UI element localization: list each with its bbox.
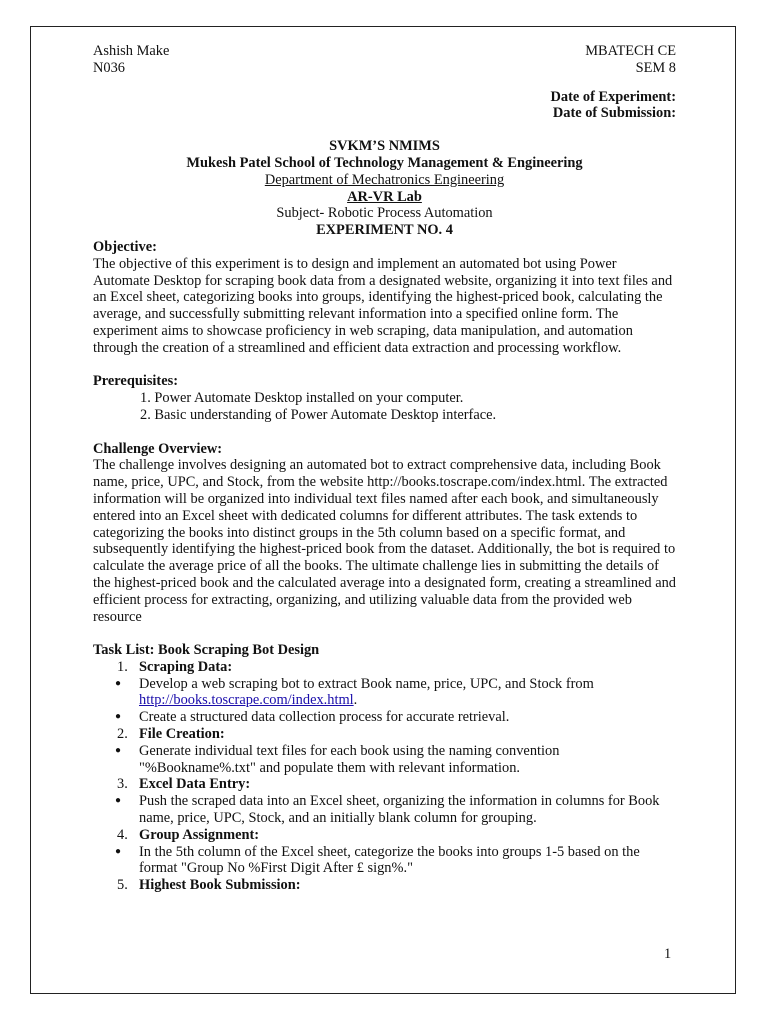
task-title: Highest Book Submission: bbox=[139, 877, 301, 894]
date-of-experiment: Date of Experiment: bbox=[550, 88, 676, 105]
list-item: 2. Basic understanding of Power Automate Desktop interface. bbox=[140, 406, 497, 423]
task-bullets bbox=[93, 844, 676, 878]
roll-number: N036 bbox=[93, 59, 125, 76]
task-number: 3. bbox=[117, 776, 128, 793]
challenge-heading: Challenge Overview: bbox=[93, 440, 223, 457]
task-item bbox=[93, 659, 676, 676]
date-of-submission: Date of Submission: bbox=[552, 105, 676, 122]
list-item: ● Create a structured data collection process for accurate retrieval. bbox=[115, 709, 510, 726]
school-name: Mukesh Patel School of Technology Management & Engineering bbox=[186, 154, 583, 171]
student-name: Ashish Make bbox=[93, 43, 170, 59]
document-body bbox=[93, 43, 676, 894]
bullet-dot-icon: ● bbox=[115, 744, 122, 756]
list-item: ● In the 5th column of the Excel sheet, categorize the books into groups 1-5 based on the format "Group No %First Digit After £ sign%." bbox=[115, 843, 640, 877]
prerequisites-list bbox=[93, 390, 676, 424]
task-number: 2. bbox=[117, 726, 128, 743]
department-name: Department of Mechatronics Engineering bbox=[264, 171, 505, 188]
task-bullets bbox=[93, 793, 676, 827]
header-row-2 bbox=[93, 60, 676, 77]
task-number: 4. bbox=[117, 826, 128, 843]
list-item: ● Develop a web scraping bot to extract Book name, price, UPC, and Stock from http://books.toscrape.com/index.html. bbox=[115, 675, 594, 709]
objective-heading: Objective: bbox=[93, 238, 157, 255]
subject-name: Subject- Robotic Process Automation bbox=[276, 205, 493, 222]
bullet-dot-icon: ● bbox=[115, 795, 122, 807]
task-item bbox=[93, 827, 676, 844]
page-number: 1 bbox=[664, 946, 672, 962]
list-item: 1. Power Automate Desktop installed on your computer. bbox=[140, 390, 464, 407]
task-title: Scraping Data: bbox=[139, 658, 233, 675]
bullet-dot-icon: ● bbox=[115, 677, 122, 689]
challenge-text: The challenge involves designing an automated bot to extract comprehensive data, including Book name, price, UPC, and Stock, from the website http://books.toscrape.com/index.html. The extracted information will be organized into individual text files named after each book, and simultaneously entered into an Excel sheet with dedicated columns for different attributes. The task extends to categorizing the books into distinct groups in the 5th column based on a specific format, and subsequently identifying the highest-priced book from the dataset. Additionally, the bot is required to calculate the average price of all the books. The ultimate challenge lies in submitting the details of the highest-priced book and the calculated average into a designated form, creating a streamlined and efficient process for extracting, organizing, and utilizing valuable data from the provided web resource bbox=[93, 457, 676, 625]
task-bullets bbox=[93, 743, 676, 777]
task-title: File Creation: bbox=[139, 726, 225, 743]
task-item bbox=[93, 726, 676, 743]
task-title: Group Assignment: bbox=[139, 826, 260, 843]
website-link[interactable]: http://books.toscrape.com/index.html bbox=[139, 692, 354, 709]
semester: SEM 8 bbox=[635, 59, 676, 76]
task-number: 5. bbox=[117, 877, 128, 894]
prerequisites-heading: Prerequisites: bbox=[93, 373, 178, 390]
list-item: ● Generate individual text files for each book using the naming convention "%Bookname%.txt" and populate them with relevant information. bbox=[115, 742, 560, 776]
experiment-number: EXPERIMENT NO. 4 bbox=[316, 222, 453, 239]
bullet-dot-icon: ● bbox=[115, 845, 122, 857]
task-title: Excel Data Entry: bbox=[139, 776, 251, 793]
list-item: ● Push the scraped data into an Excel sheet, organizing the information in columns for Book name, price, UPC, Stock, and an initially blank column for grouping. bbox=[115, 793, 660, 827]
task-item bbox=[93, 877, 676, 894]
task-number: 1. bbox=[117, 658, 128, 675]
university-name: SVKM’S NMIMS bbox=[329, 138, 440, 155]
bullet-dot-icon: ● bbox=[115, 711, 122, 723]
task-bullets bbox=[93, 676, 676, 726]
task-list-heading: Task List: Book Scraping Bot Design bbox=[93, 642, 320, 659]
lab-name: AR-VR Lab bbox=[347, 188, 422, 205]
header-row-1 bbox=[93, 43, 676, 60]
program-name: MBATECH CE bbox=[585, 43, 676, 59]
objective-text: The objective of this experiment is to design and implement an automated bot using Power Automate Desktop for scraping book data from a designated website, organizing it into text files and an Excel sheet, categorizing books into groups, identifying the highest-priced book, calculating the average, and successfully submitting relevant information into a specified online form. The experiment aims to showcase proficiency in web scraping, data manipulation, and automation through the creation of a streamlined and efficient data extraction and processing workflow. bbox=[93, 255, 673, 356]
task-item bbox=[93, 776, 676, 793]
